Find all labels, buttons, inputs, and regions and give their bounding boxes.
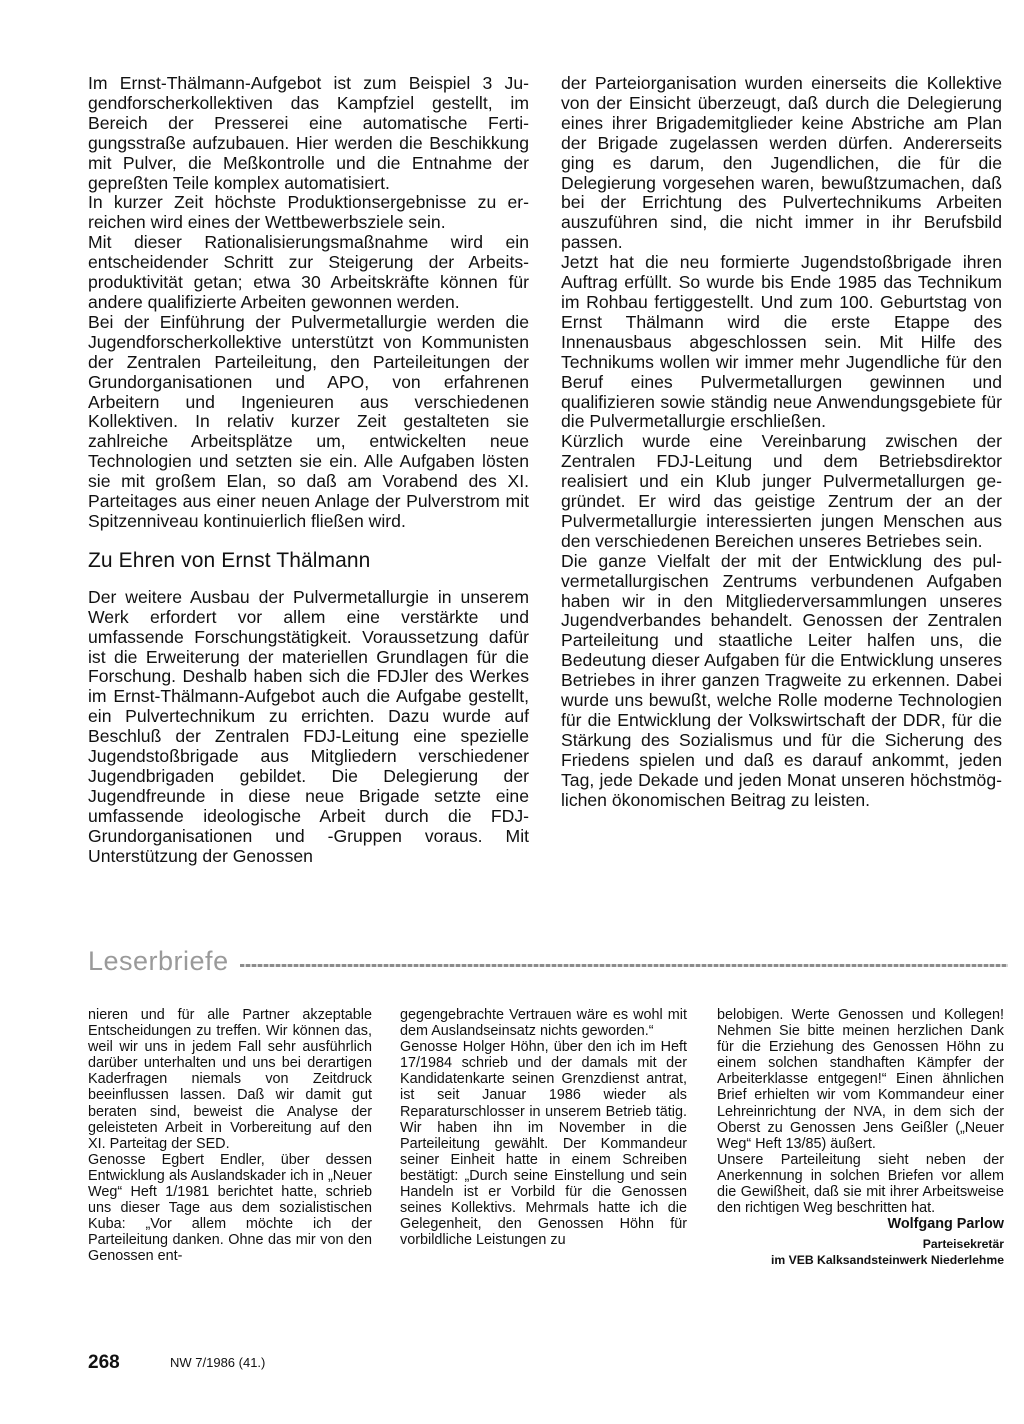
article-paragraph: Jetzt hat die neu formierte Jugendstoßbrigade ihren Auftrag erfüllt. So wurde bis Ende 1985 das Technikum im Rohbau fertiggestellt. Und zum 100. Geburtstag von Ernst Thälmann wird die erste Etappe des Innenausbaus abgeschlossen sein. Mit Hilfe des Technikums wollen wir immer mehr Jugendliche für den Beruf eines Pulvermetallurgen gewinnen und qualifizieren sowie ständig neue Anwendungsgebiete für die Pulvermetallurgie erschließen. (561, 252, 1002, 432)
letter-paragraph: gegengebrachte Vertrauen wäre es wohl mit dem Auslandseinsatz nichts geworden.“ (400, 1007, 687, 1040)
article-paragraph: Mit dieser Rationalisierungsmaßnahme wird ein entscheidender Schritt zur Steigerung der Arbeitsproduktivität getan; etwa 30 Arbeitskräfte können für andere qualifizierte Arbeiten gewonnen werden. (88, 232, 529, 312)
letters-section-title: Leserbriefe (88, 946, 229, 976)
article-right-column (561, 74, 1002, 811)
letter-paragraph: Genosse Holger Höhn, über den ich im Heft 17/1984 schrieb und der damals mit der Kandidatenkarte seinen Grenzdienst antrat, ist seit Januar 1986 wieder als Reparaturschlosser in unserem Betrieb tätig. Wir haben ihn im November in die Parteileitung gewählt. Der Kommandeur seiner Einheit hatte in einem Schreiben bestätigt: „Durch seine Einstellung und sein Handeln ist er Vorbild für die Genossen seines Kollektivs. Mehrmals hatte ich die Gelegenheit, den Genossen Höhn für vorbildliche Leistungen zu (400, 1039, 687, 1249)
section-divider (240, 964, 1008, 967)
article-paragraph: Bei der Einführung der Pulvermetallurgie werden die Jugendforscherkollektive unterstützt von Kommunisten der Zentralen Parteileitung, den Parteileitungen der Grundorganisationen und APO, von erfahrenen Arbeitern und Ingenieuren aus verschiedenen Kollektiven. In relativ kurzer Zeit gestalteten sie zahlreiche Arbeitsplätze um, entwickelten neue Technologien und setzten sie ein. Alle Aufgaben lösten sie mit großem Elan, so daß am Vorabend des XI. Parteitages aus einer neuen Anlage der Pulverstrom mit Spitzenniveau kontinuierlich fließen wird. (88, 311, 529, 531)
letters-section-header (88, 944, 1008, 978)
signature-role-line: Parteisekretär (922, 1237, 1004, 1252)
article-paragraph: Im Ernst-Thälmann-Aufgebot ist zum Beispiel 3 Jugendforscherkollektiven das Kampfziel gestellt, im Bereich der Presserei eine automatische Fertigungsstraße aufzubauen. Hier werden die Beschikkung mit Pulver, die Meßkontrolle und die Entnahme der gepreßten Teile komplex automatisiert. (88, 73, 529, 193)
signature-name: Wolfgang Parlow (887, 1216, 1004, 1233)
article-paragraph: Die ganze Vielfalt der mit der Entwicklung des pulvermetallurgischen Zentrums verbundenen Aufgaben haben wir in den Mitgliederversammlungen unseres Jugendverbandes behandelt. Genossen der Zentralen Parteileitung und staatliche Leiter halfen uns, die Bedeutung dieser Aufgaben für die Entwicklung unseres Betriebes in ihrer ganzen Tragweite zu erkennen. Dabei wurde uns bewußt, welche Rolle moderne Technologien für die Entwicklung der Volkswirtschaft der DDR, für die Stärkung des Sozialismus und für die Sicherung des Friedens spielen und daß es darauf ankommt, jeden Tag, jede Dekade und jeden Monat unseren höchstmöglichen ökonomischen Beitrag zu leisten. (561, 550, 1002, 810)
letters-column-1 (88, 1007, 372, 1265)
signature-role-line: im VEB Kalksandsteinwerk Niederlehme (770, 1253, 1004, 1268)
letter-paragraph: Genosse Egbert Endler, über dessen Entwicklung als Auslandskader ich in „Neuer Weg“ Heft 1/1981 berichtet hatte, schrieb uns dieser Tage aus dem sozialistischen Kuba: „Vor allem möchte ich der Parteileitung danken. Ohne das mir von den Genossen ent- (88, 1151, 372, 1265)
issue-label: NW 7/1986 (41.) (170, 1355, 266, 1370)
section-subheading: Zu Ehren von Ernst Thälmann (88, 548, 371, 572)
letter-paragraph: Unsere Parteileitung sieht neben der Anerkennung in solchen Briefen vor allem die Gewißheit, daß sie mit ihrer Arbeitsweise den richtigen Weg beschritten hat. (717, 1151, 1004, 1217)
letters-column-2 (400, 1007, 687, 1248)
letter-paragraph: belobigen. Werte Genossen und Kollegen! Nehmen Sie bitte meinen herzlichen Dank für die Erziehung des Genossen Höhn zu einem solchen standhaften Kämpfer der Arbeiterklasse entgegen!“ Einen ähnlichen Brief erhielten wir vom Kommandeur einer Lehreinrichtung der NVA, in dem sich der Oberst zu Genossen Jens Geißler („Neuer Weg“ Heft 13/85) äußert. (717, 1007, 1004, 1152)
article-paragraph: der Parteiorganisation wurden einerseits die Kollektive von der Einsicht überzeugt, daß durch die Delegierung eines ihrer Brigademitglieder keine Abstriche am Plan der Brigade zugelassen werden dürfen. Andererseits ging es darum, den Jugendlichen, die für die Delegierung vorgesehen waren, bewußtzumachen, daß bei der Errichtung des Pulvertechnikums Arbeiten auszuführen sind, die nicht immer in ihr Berufsbild passen. (561, 73, 1002, 253)
page-number: 268 (88, 1352, 120, 1373)
article-paragraph: In kurzer Zeit höchste Produktionsergebnisse zu erreichen wird eines der Wettbewerbsziele sein. (88, 192, 529, 233)
letters-column-3 (717, 1007, 1004, 1268)
letter-paragraph: nieren und für alle Partner akzeptable Entscheidungen zu treffen. Wir können das, weil wir uns in jedem Fall sehr ausführlich darüber unterhalten und uns bei derartigen Kaderfragen niemals von Zeitdruck beeinflussen lassen. Daß wir damit gut beraten sind, beweist die Analyse der geleisteten Arbeit in Vorbereitung auf den XI. Parteitag der SED. (88, 1007, 372, 1152)
article-paragraph: Der weitere Ausbau der Pulvermetallurgie in unserem Werk erfordert vor allem eine verstärkte und umfassende Forschungstätigkeit. Voraussetzung dafür ist die Erweiterung der materiellen Grundlagen für die Forschung. Deshalb haben sich die FDJler des Werkes im Ernst-Thälmann-Aufgebot auch die Aufgabe gestellt, ein Pulvertechnikum zu errichten. Dazu wurde auf Beschluß der Zentralen FDJ-Leitung eine spezielle Jugendstoßbrigade aus Mitgliedern verschiedener Jugendbrigaden gebildet. Die Delegierung der Jugendfreunde in diese neue Brigade setzte eine umfassende ideologische Arbeit durch die FDJ-Grundorganisationen und -Gruppen voraus. Mit Unterstützung der Genossen (88, 586, 529, 866)
signature-role (717, 1236, 1004, 1268)
article-paragraph: Kürzlich wurde eine Vereinbarung zwischen der Zentralen FDJ-Leitung und dem Betriebsdirektor realisiert und ein Klub junger Pulvermetallurgen gegründet. Er wird das geistige Zentrum der an der Pulvermetallurgie interessierten jungen Menschen aus den verschiedenen Bereichen unseres Betriebes sein. (561, 431, 1002, 551)
article-left-column (88, 74, 529, 867)
